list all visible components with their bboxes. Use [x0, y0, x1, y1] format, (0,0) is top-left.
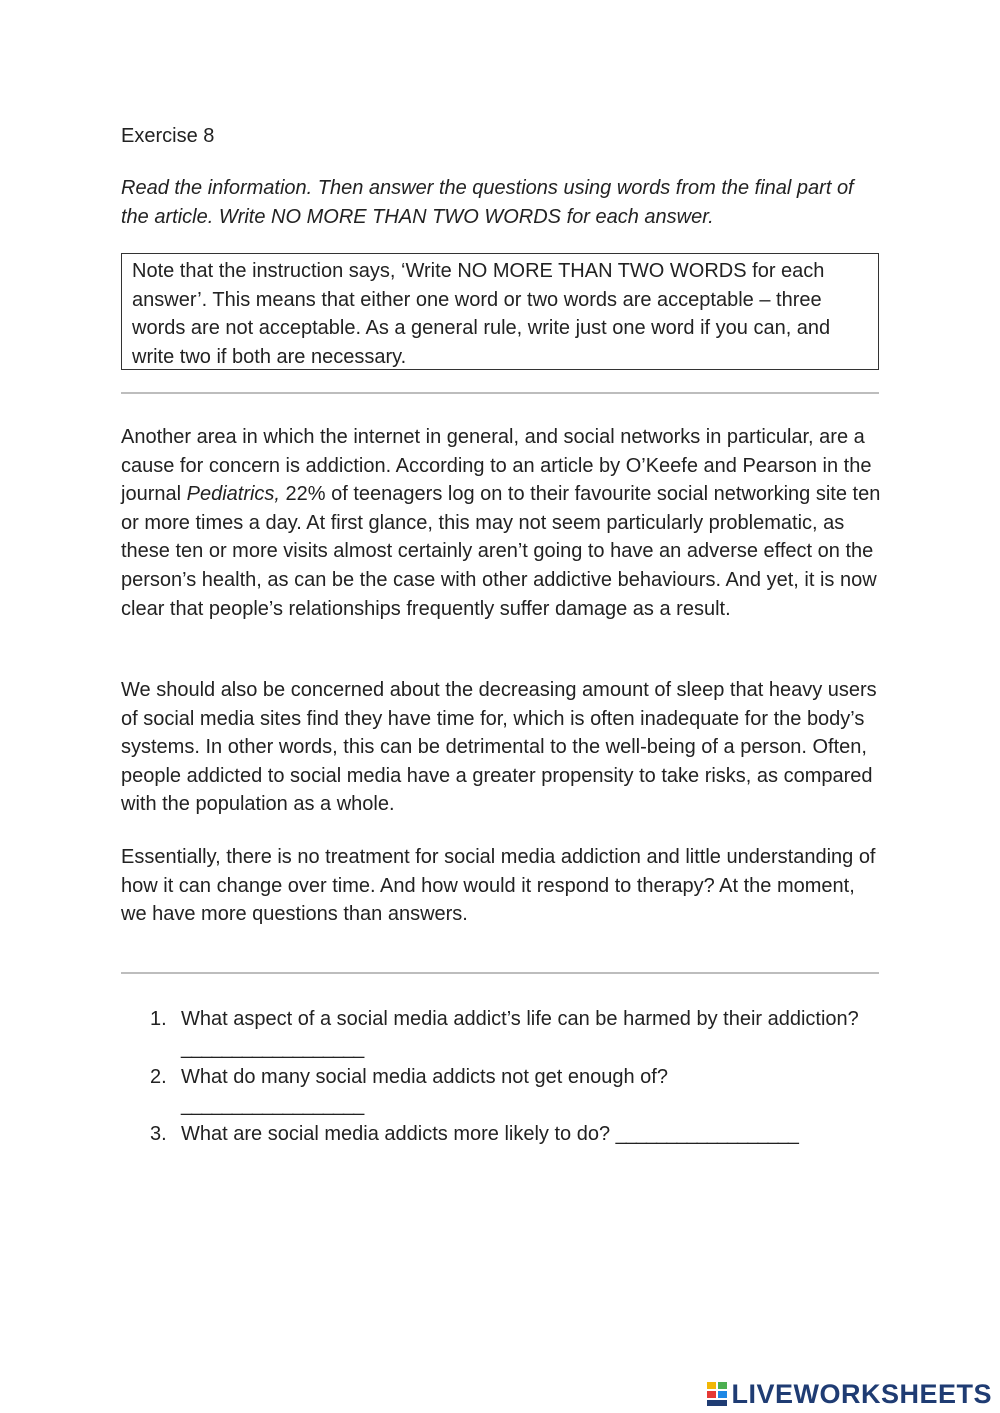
question-number: 1.: [150, 1008, 167, 1030]
paragraph-1-text-b: 22% of teenagers log on to their favourite social networking site ten or more times a day. At first glance, this may not seem particularly problematic, as these ten or more visits almost certainly aren’t going to have an adverse effect on the person’s health, as can be the case with other addictive behaviours. And yet, it is now clear that people’s relationships frequently suffer damage as a result.: [121, 483, 881, 620]
instructions-text: Read the information. Then answer the questions using words from the final part of the article. Write NO MORE THAN TWO WORDS for each answer.: [121, 177, 854, 228]
exercise-title: Exercise 8: [121, 125, 215, 147]
divider-top: [121, 392, 879, 394]
liveworksheets-logo-icon: [706, 1381, 728, 1407]
liveworksheets-logo: [706, 1378, 992, 1410]
article-paragraph-3: Essentially, there is no treatment for social media addiction and little understanding of how it can change over time. And how would it respond to therapy? At the moment, we have more questions than answers.: [121, 846, 876, 926]
question-text: What do many social media addicts not get enough of?: [181, 1065, 668, 1088]
answer-blank[interactable]: __________________: [181, 1094, 364, 1117]
question-item: [150, 1005, 880, 1063]
question-item: [150, 1120, 880, 1149]
question-item: [150, 1063, 880, 1121]
question-text: What are social media addicts more likely to do?: [181, 1123, 611, 1146]
question-number: 3.: [150, 1123, 167, 1146]
answer-blank[interactable]: __________________: [181, 1036, 364, 1059]
journal-name: Pediatrics,: [186, 483, 280, 506]
answer-blank[interactable]: __________________: [615, 1123, 798, 1146]
question-text: What aspect of a social media addict’s life can be harmed by their addiction?: [181, 1008, 859, 1030]
divider-bottom: [121, 972, 879, 974]
note-box: [121, 253, 879, 370]
note-text: Note that the instruction says, ‘Write NO MORE THAN TWO WORDS for each answer’. This means that either one word or two words are acceptable – three words are not acceptable. As a general rule, write just one word if you can, and write two if both are necessary.: [132, 260, 831, 368]
paragraph-1-text-a: Another area in which the internet in general, and social networks in particular, are a cause for concern is addiction. According to an article by O’Keefe and Pearson in the journal: [121, 426, 872, 506]
question-number: 2.: [150, 1065, 167, 1088]
article-paragraph-2: We should also be concerned about the decreasing amount of sleep that heavy users of social media sites find they have time for, which is often inadequate for the body’s systems. In other words, this can be detrimental to the well-being of a person. Often, people addicted to social media have a greater propensity to take risks, as compared with the population as a whole.: [121, 679, 877, 816]
article-paragraph-1: [121, 423, 881, 623]
question-list: [150, 1005, 880, 1149]
liveworksheets-logo-text: LIVEWORKSHEETS: [731, 1378, 992, 1409]
